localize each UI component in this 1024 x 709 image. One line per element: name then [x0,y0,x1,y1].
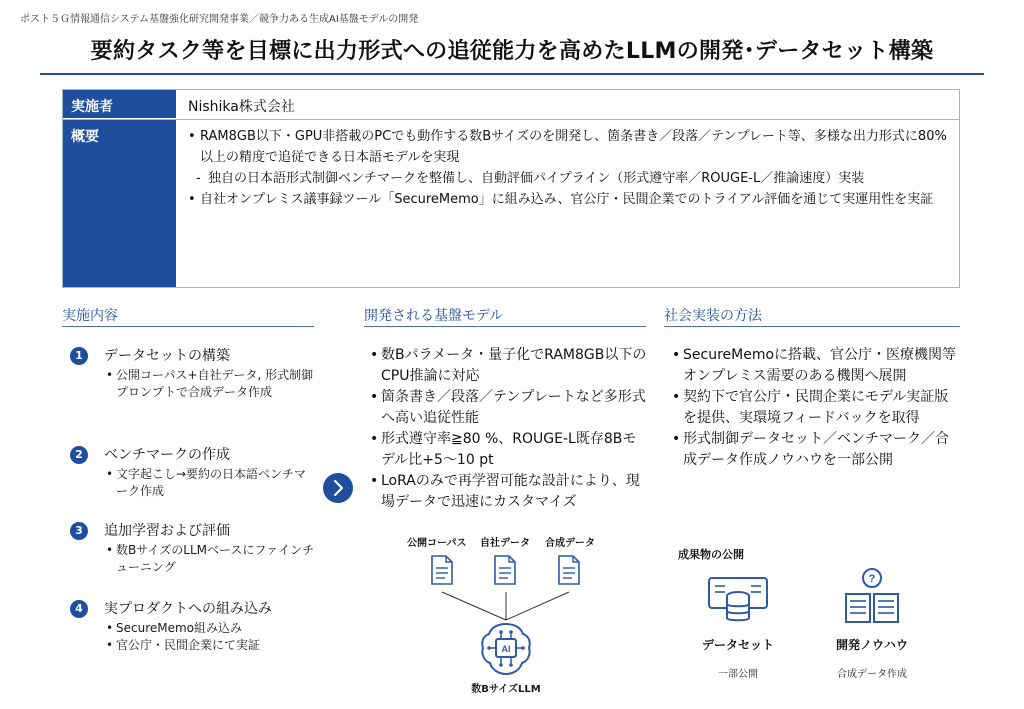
step-bullets [106,466,316,500]
program-label: ポスト５Ｇ情報通信システム基盤強化研究開発事業／競争力ある生成AI基盤モデルの開発 [20,14,419,25]
step-bullet: • SecureMemo組み込み [106,620,316,637]
summary-list [188,126,947,210]
section-title-deployment: 社会実装の方法 [664,308,762,324]
source-label-company-data: 自社データ [480,538,530,549]
ai-brain-icon [479,620,533,678]
step-number-badge: 4 [70,600,88,618]
model-point: • 箇条書き／段落／テンプレートなど多形式へ高い追従性能 [370,387,650,429]
step-bullets [106,620,316,654]
deploy-points-list [672,345,962,471]
deploy-point: • SecureMemoに搭載、官公庁・医療機関等オンプレミス需要のある機関へ展開 [672,345,962,387]
overview-table [62,89,960,288]
deploy-point: • 形式制御データセット／ベンチマーク／合成データ作成ノウハウを一部公開 [672,429,962,471]
section-divider [62,326,314,327]
result-sub-knowhow: 合成データ作成 [837,669,907,680]
section-title-model: 開発される基盤モデル [364,308,504,324]
executor-value: Nishika株式会社 [188,99,295,115]
model-points-list [370,345,650,513]
step-bullet: • 数BサイズのLLMベースにファインチューニング [106,542,316,576]
title-divider [40,73,984,75]
document-icon [558,555,580,585]
page-title: 要約タスク等を目標に出力形式への追従能力を高めたLLMの開発･データセット構築 [90,39,934,64]
step-title: 追加学習および評価 [104,523,230,539]
summary-label: 概要 [63,120,176,287]
step-bullet: • 公開コーパス+自社データ, 形式制御プロンプトで合成データ作成 [106,367,316,401]
step-number-badge: 1 [70,347,88,365]
summary-item [188,126,947,168]
knowhow-book-icon [842,566,902,626]
step-bullets [106,542,316,576]
step-number-badge: 3 [70,522,88,540]
summary-item-text: 自社オンプレミス議事録ツール「SecureMemo」に組み込み、官公庁・民間企業でのトライアル評価を通じて実運用性を実証 [200,192,934,207]
summary-row [63,120,959,287]
step-bullet: • 文字起こし→要約の日本語ベンチマーク作成 [106,466,316,500]
model-point: • 形式遵守率≧80 %、ROUGE-L既存8Bモデル比+5～10 pt [370,429,650,471]
source-label-synthetic-data: 合成データ [545,538,595,549]
executor-label: 実施者 [63,90,176,119]
source-label-public-corpus: 公開コーパス [407,538,467,549]
step-title: ベンチマークの作成 [104,447,230,463]
step-bullet: • 官公庁・民間企業にて実証 [106,637,316,654]
section-divider [664,326,960,327]
step-title: データセットの構築 [104,348,230,364]
ai-badge: AI [501,644,511,654]
results-title: 成果物の公開 [678,548,744,561]
result-label-knowhow: 開発ノウハウ [835,638,908,652]
model-point: • LoRAのみで再学習可能な設計により、現場データで迅速にカスタマイズ [370,471,650,513]
summary-body [176,120,959,287]
section-title-implementation: 実施内容 [62,308,118,324]
summary-item-text: RAM8GB以下・GPU非搭載のPCでも動作する数Bサイズのを開発し、箇条書き／段落／テンプレート等、多様な出力形式に80%以上の精度で追従できる日本語モデルを実現 [200,129,947,165]
llm-label: 数BサイズLLM [471,684,541,695]
step-number-badge: 2 [70,446,88,464]
section-divider [364,326,646,327]
result-sub-dataset: 一部公開 [718,669,758,680]
document-icon [494,555,516,585]
model-point: • 数Bパラメータ・量子化でRAM8GB以下のCPU推論に対応 [370,345,650,387]
executor-row [63,90,959,120]
summary-subitem [188,168,947,189]
summary-item-text: 独自の日本語形式制御ベンチマークを整備し、自動評価パイプライン（形式遵守率／ROUGE-L／推論速度）実装 [208,171,865,186]
svg-text:?: ? [868,573,876,585]
result-label-dataset: データセット [701,638,774,652]
step-bullets [106,367,316,401]
dataset-icon [707,576,769,626]
deploy-point: • 契約下で官公庁・民間企業にモデル実証版を提供、実環境フィードバックを取得 [672,387,962,429]
flow-connector [420,590,600,622]
step-title: 実プロダクトへの組み込み [104,601,272,617]
chevron-right-icon [323,473,353,503]
document-icon [431,555,453,585]
summary-item [188,189,947,210]
